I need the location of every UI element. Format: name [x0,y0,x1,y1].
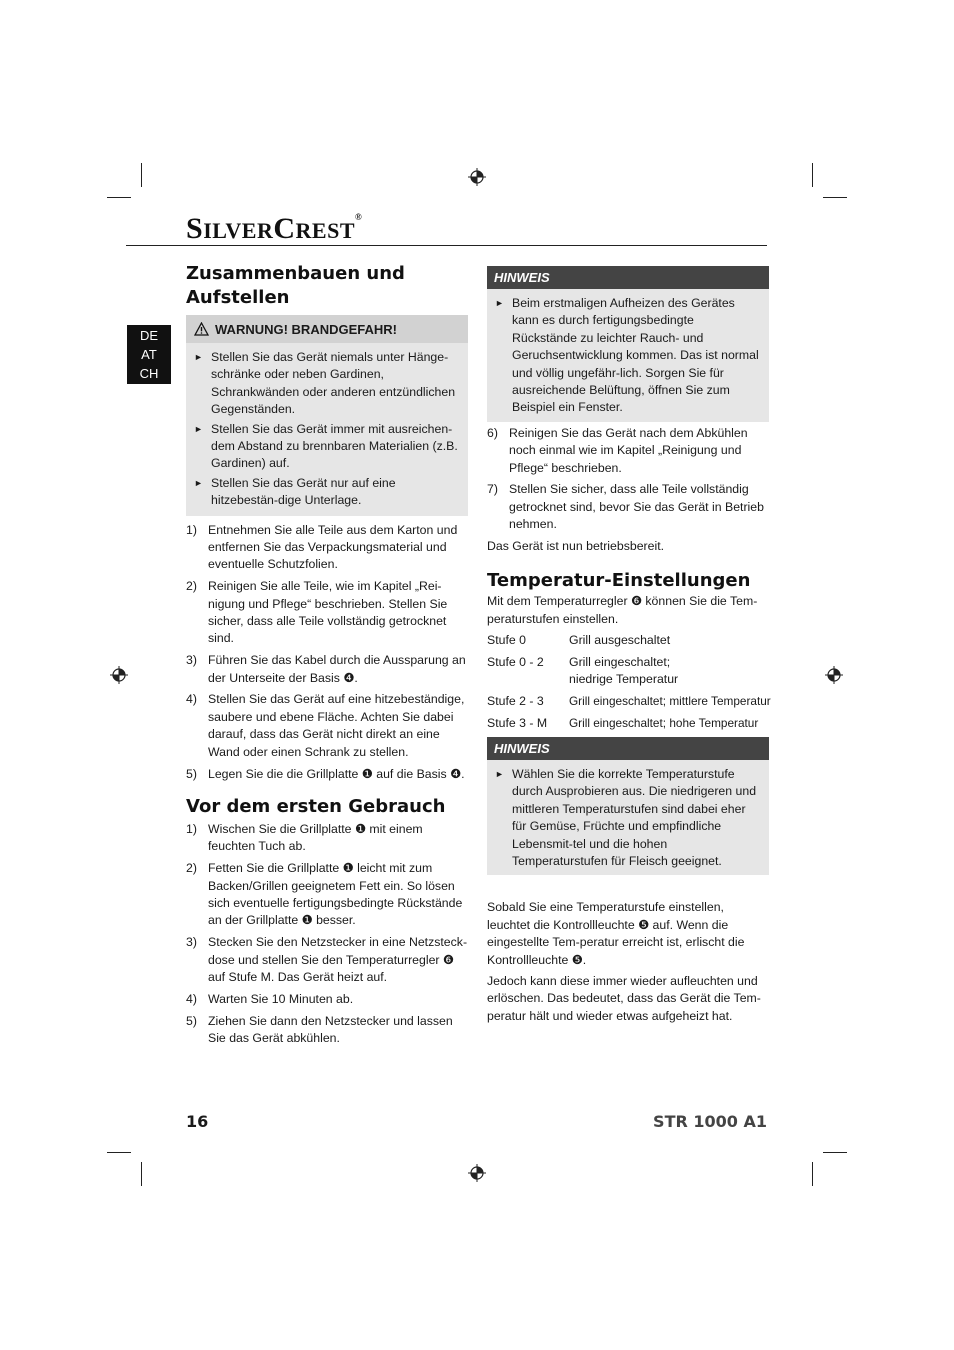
left-column [186,262,468,1052]
list-item: 4) Stellen Sie das Gerät auf eine hitzebeständige, saubere und ebene Fläche. Achten Sie dabei darauf, dass das Gerät nicht direkt an eine Wand oder einen Schrank zu stellen. [186,692,465,759]
list-item: 4) Warten Sie 10 Minuten ab. [186,991,354,1006]
brand-logo: SILVERCREST® [186,212,363,245]
ready-text: Das Gerät ist nun betriebsbereit. [487,539,665,554]
language-code: DE [139,328,159,343]
list-item: ► Stellen Sie das Gerät immer mit ausreichen-dem Abstand zu brennbaren Materialien (z.B. Gardinen) auf. [194,421,458,471]
list-item: 1) Entnehmen Sie alle Teile aus dem Karton und entfernen Sie das Verpackungsmaterial und eventuelle Schutzfolien. [186,522,458,572]
list-item: 3) Führen Sie das Kabel durch die Aussparung an der Unterseite der Basis ❹. [186,653,466,685]
bullet-arrow-icon: ► [495,768,504,779]
page-number: 16 [186,1112,209,1131]
crop-mark [141,1162,142,1186]
bullet-arrow-icon: ► [194,423,203,434]
list-item: 2) Fetten Sie die Grillplatte ❶ leicht mit zum Backen/Grillen geeignetem Fett ein. So lösen sich eventuelle fertigungsbedingte Rückstände an der Grillplatte ❶ besser. [186,861,463,928]
temperature-table [487,632,769,732]
warning-list [186,343,468,516]
registration-mark-icon [110,666,128,684]
warning-box [186,315,468,516]
list-item: 1) Wischen Sie die Grillplatte ❶ mit einem feuchten Tuch ab. [186,821,423,854]
crop-mark [823,197,847,198]
table-row: Stufe 3 - M Grill eingeschaltet; hohe Temperatur [487,716,759,731]
crop-mark [812,1162,813,1186]
list-item: 6) Reinigen Sie das Gerät nach dem Abkühlen noch einmal wie im Kapitel „Reinigung und Pflege“ beschrieben. [487,425,748,475]
section-heading: Zusammenbauen und Aufstellen [186,263,405,308]
paragraph: Jedoch kann diese immer wieder aufleuchten und erlöschen. Das bedeutet, dass das Gerät die Tem-peratur hält und wieder etwas aufgeheizt hat. [487,973,761,1023]
crop-mark [812,163,813,187]
language-code: CH [139,366,159,381]
language-code: AT [141,347,157,362]
first-use-steps [186,821,468,1047]
warning-triangle-icon [194,322,209,336]
language-tab [127,325,171,384]
section-heading: Vor dem ersten Gebrauch [186,795,446,817]
list-item: ► Beim erstmaligen Aufheizen des Gerätes kann es durch fertigungsbedingte Rückstände zu leichter Rauch- und Geruchsentwicklung kommen. Das ist normal und völlig ungefähr-lich. Sorgen Sie für ausreichende Belüftung, öffnen Sie zum Beispiel ein Fenster. [495,296,759,415]
header-rule [126,245,767,246]
warning-box-header [186,315,468,343]
temperature-intro: Mit dem Temperaturregler ❻ können Sie die Tem-peraturstufen einstellen. [487,594,758,626]
hint-list [487,289,769,422]
bullet-arrow-icon: ► [495,298,504,308]
paragraph: Sobald Sie eine Temperaturstufe einstellen, leuchtet die Kontrollleuchte ❺ auf. Wenn die eingestellte Tem-peratur erreicht ist, erlischt die Kontrollleuchte ❺. [487,900,745,967]
cleaning-steps [487,425,769,534]
list-item: ► Stellen Sie das Gerät niemals unter Hänge-schränke oder neben Gardinen, Schrankwänden oder anderen entzündlichen Gegenständen. [194,350,456,417]
crop-mark [107,1152,131,1153]
crop-mark [141,163,142,187]
list-item: ► Wählen Sie die korrekte Temperaturstufe durch Ausprobieren aus. Die niedrigeren und mittleren Temperaturstufen sind dabei eher für Gemüse, Früchte und empfindliche Lebensmit-tel und die hohen Temperaturstufen für Fleisch geeignet. [495,766,757,868]
bullet-arrow-icon: ► [194,477,203,488]
bullet-arrow-icon: ► [194,352,203,362]
list-item: ► Stellen Sie das Gerät nur auf eine hitzebestän-dige Unterlage. [194,475,396,508]
warning-title: WARNUNG! BRANDGEFAHR! [215,321,397,337]
assembly-steps [186,522,468,783]
hint-list [487,760,769,875]
table-row: Stufe 0 Grill ausgeschaltet [487,633,671,648]
registration-mark-icon [825,666,843,684]
list-item: 7) Stellen Sie sicher, dass alle Teile vollständig getrocknet sind, bevor Sie das Gerät in Betrieb nehmen. [487,482,764,532]
hint-box [487,737,769,875]
hint-box-header: HINWEIS [487,266,769,289]
registration-mark-icon [468,168,486,186]
table-row: Stufe 0 - 2 Grill eingeschaltet; niedrige Temperatur [487,655,679,687]
model-number: STR 1000 A1 [653,1112,767,1131]
list-item: 2) Reinigen Sie alle Teile, wie im Kapitel „Rei-nigung und Pflege“ beschrieben. Stellen Sie sicher, dass alle Teile vollständig getrocknet sind. [186,579,448,646]
crop-mark [823,1152,847,1153]
hint-box-header: HINWEIS [487,737,769,760]
crop-mark [107,197,131,198]
section-heading: Temperatur-Einstellungen [487,570,751,592]
list-item: 5) Ziehen Sie dann den Netzstecker und lassen Sie das Gerät abkühlen. [186,1013,453,1045]
table-row: Stufe 2 - 3 Grill eingeschaltet; mittlere Temperatur [487,694,771,709]
hint-box [487,266,769,422]
list-item: 5) Legen Sie die die Grillplatte ❶ auf die Basis ❹. [186,766,465,781]
registration-mark-icon [468,1164,486,1182]
list-item: 3) Stecken Sie den Netzstecker in eine Netzsteck-dose und stellen Sie den Temperaturregler ❻ auf Stufe M. Das Gerät heizt auf. [186,935,468,984]
right-column [487,266,769,1025]
